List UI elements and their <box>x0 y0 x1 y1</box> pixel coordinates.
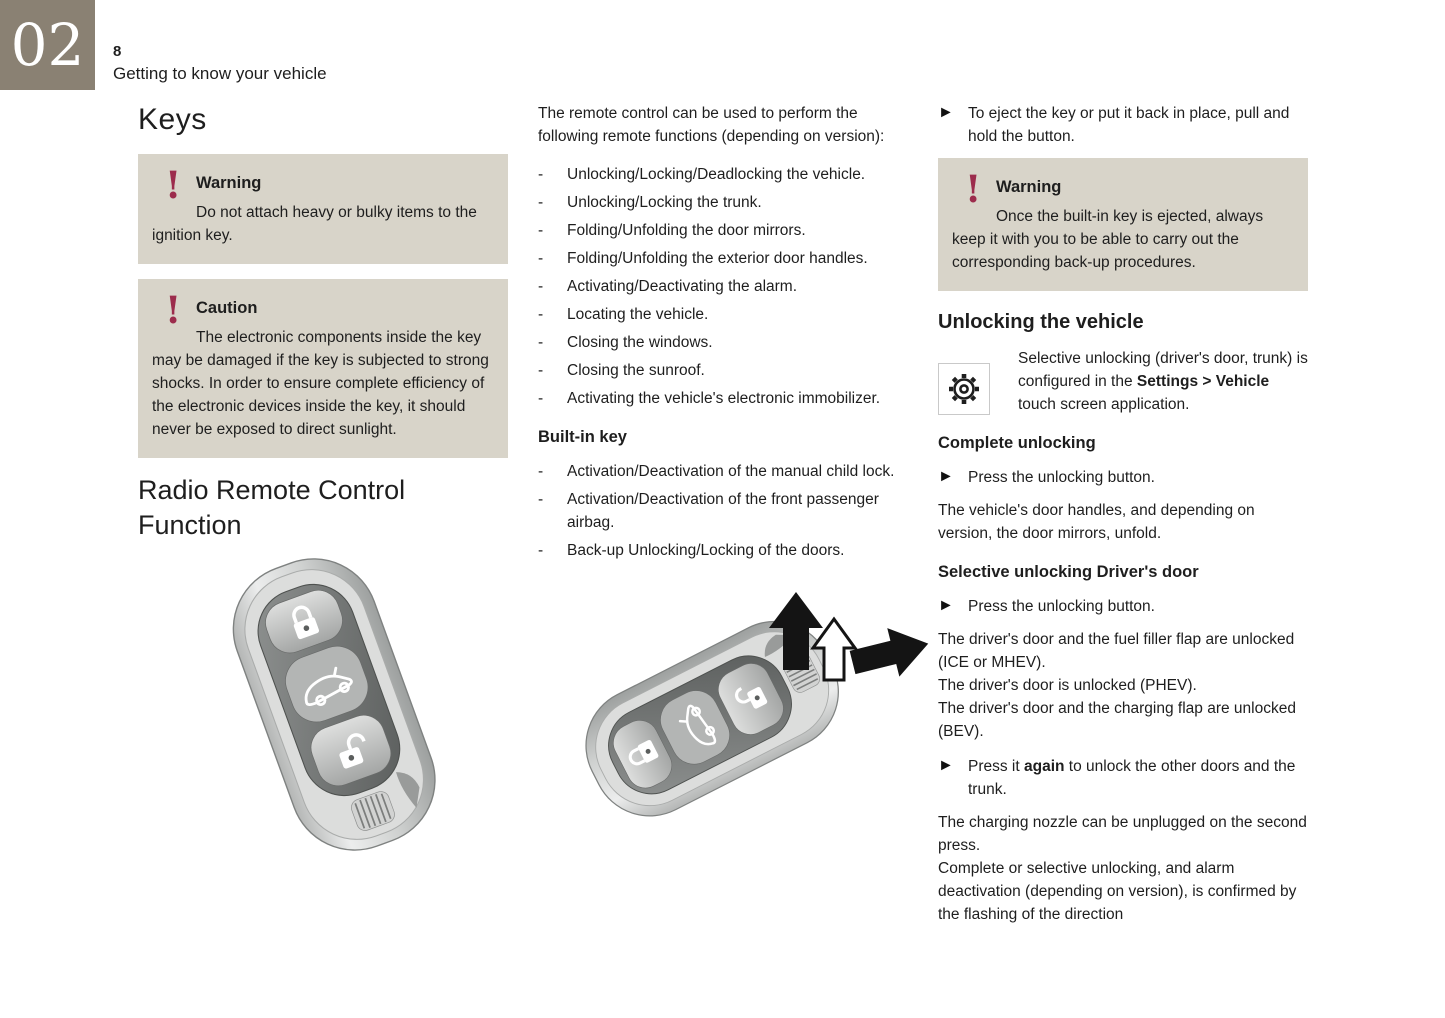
dash-bullet: - <box>538 334 544 351</box>
list-item: - Activating/Deactivating the alarm. <box>538 275 906 298</box>
list-item: - Back-up Unlocking/Locking of the doors. <box>538 539 906 562</box>
result-line: The driver's door is unlocked (PHEV). <box>938 677 1197 694</box>
gear-icon <box>946 371 982 407</box>
config-note-text: Selective unlocking (driver's door, trunk) is configured in the Settings > Vehicle touch screen application. <box>1018 350 1308 413</box>
left-column <box>138 100 508 879</box>
list-item: - Closing the sunroof. <box>538 359 906 382</box>
dash-bullet: - <box>538 463 544 480</box>
result-line: The driver's door and the fuel filler flap are unlocked (ICE or MHEV). <box>938 631 1295 671</box>
warning-title: Warning <box>196 174 262 192</box>
warning-exclamation-icon: ! <box>165 163 182 207</box>
dash-bullet: - <box>538 542 544 559</box>
page-meta <box>113 42 327 86</box>
selective-unlocking-results <box>938 628 1308 743</box>
step-press-unlock: ► Press the unlocking button. <box>938 466 1308 489</box>
page-title: Keys <box>138 103 207 136</box>
chapter-title: Getting to know your vehicle <box>113 64 327 83</box>
list-item: - Activation/Deactivation of the front passenger airbag. <box>538 488 906 534</box>
step-press-unlock-selective: ► Press the unlocking button. <box>938 595 1308 618</box>
dash-bullet: - <box>538 390 544 407</box>
action-arrow-icon: ► <box>938 468 954 485</box>
dash-bullet: - <box>538 194 544 211</box>
remote-functions-intro: The remote control can be used to perform the following remote functions (depending on version): <box>538 105 885 145</box>
warning-box <box>138 154 508 264</box>
step-press-again <box>938 755 1308 801</box>
right-column <box>938 102 1308 938</box>
dash-bullet: - <box>538 278 544 295</box>
action-arrow-icon: ► <box>938 104 954 121</box>
warning-body: Once the built-in key is ejected, always keep it with you to be able to carry out the corresponding back-up procedures. <box>952 208 1264 271</box>
caution-exclamation-icon: ! <box>165 288 182 332</box>
settings-config-note <box>938 347 1308 416</box>
built-in-key-title: Built-in key <box>538 428 627 446</box>
result-line: The driver's door and the charging flap are unlocked (BEV). <box>938 700 1296 740</box>
built-in-key-list <box>538 460 906 562</box>
list-item: - Activation/Deactivation of the manual child lock. <box>538 460 906 483</box>
selective-unlocking-title: Selective unlocking Driver's door <box>938 563 1199 581</box>
gear-icon-box <box>938 363 990 415</box>
page-number: 8 <box>113 43 122 60</box>
remote-functions-list <box>538 163 906 410</box>
list-item: - Unlocking/Locking/Deadlocking the vehicle. <box>538 163 906 186</box>
eject-direction-arrow-right <box>847 619 935 686</box>
list-item: - Folding/Unfolding the door mirrors. <box>538 219 906 242</box>
dash-bullet: - <box>538 362 544 379</box>
list-item: - Locating the vehicle. <box>538 303 906 326</box>
warning-body: Do not attach heavy or bulky items to the ignition key. <box>152 204 477 244</box>
action-arrow-icon: ► <box>938 757 954 774</box>
note-line: The charging nozzle can be unplugged on the second press. <box>938 814 1307 854</box>
caution-title: Caution <box>196 299 258 317</box>
middle-column <box>538 102 906 853</box>
list-item: - Unlocking/Locking the trunk. <box>538 191 906 214</box>
complete-unlocking-title: Complete unlocking <box>938 434 1096 452</box>
section-title-unlocking: Unlocking the vehicle <box>938 311 1144 333</box>
caution-body: The electronic components inside the key may be damaged if the key is subjected to strong shocks. In order to ensure complete efficiency of the electronic devices inside the key, it should never be exposed to direct sunlight. <box>152 329 489 438</box>
warning-box <box>938 158 1308 291</box>
action-arrow-icon: ► <box>938 597 954 614</box>
unlocking-notes <box>938 811 1308 926</box>
step-press-again-text: Press it again to unlock the other doors and the trunk. <box>968 758 1296 798</box>
note-line: Complete or selective unlocking, and alarm deactivation (depending on version), is confirmed by the flashing of the direction <box>938 860 1297 923</box>
warning-exclamation-icon: ! <box>965 167 982 211</box>
dash-bullet: - <box>538 222 544 239</box>
dash-bullet: - <box>538 306 544 323</box>
chapter-number: 02 <box>10 11 85 79</box>
list-item: - Closing the windows. <box>538 331 906 354</box>
chapter-number-box <box>0 0 95 90</box>
list-item: - Activating the vehicle's electronic immobilizer. <box>538 387 906 410</box>
caution-box <box>138 279 508 458</box>
remote-key-figure <box>152 549 512 879</box>
section-title-radio-remote: Radio Remote Control Function <box>138 475 406 540</box>
warning-title: Warning <box>996 178 1062 196</box>
list-item: - Folding/Unfolding the exterior door handles. <box>538 247 906 270</box>
complete-unlocking-result: The vehicle's door handles, and depending on version, the door mirrors, unfold. <box>938 502 1255 542</box>
dash-bullet: - <box>538 491 544 508</box>
dash-bullet: - <box>538 166 544 183</box>
key-ejection-figure <box>552 568 952 853</box>
dash-bullet: - <box>538 250 544 267</box>
step-eject-key: ► To eject the key or put it back in place, pull and hold the button. <box>938 102 1308 148</box>
